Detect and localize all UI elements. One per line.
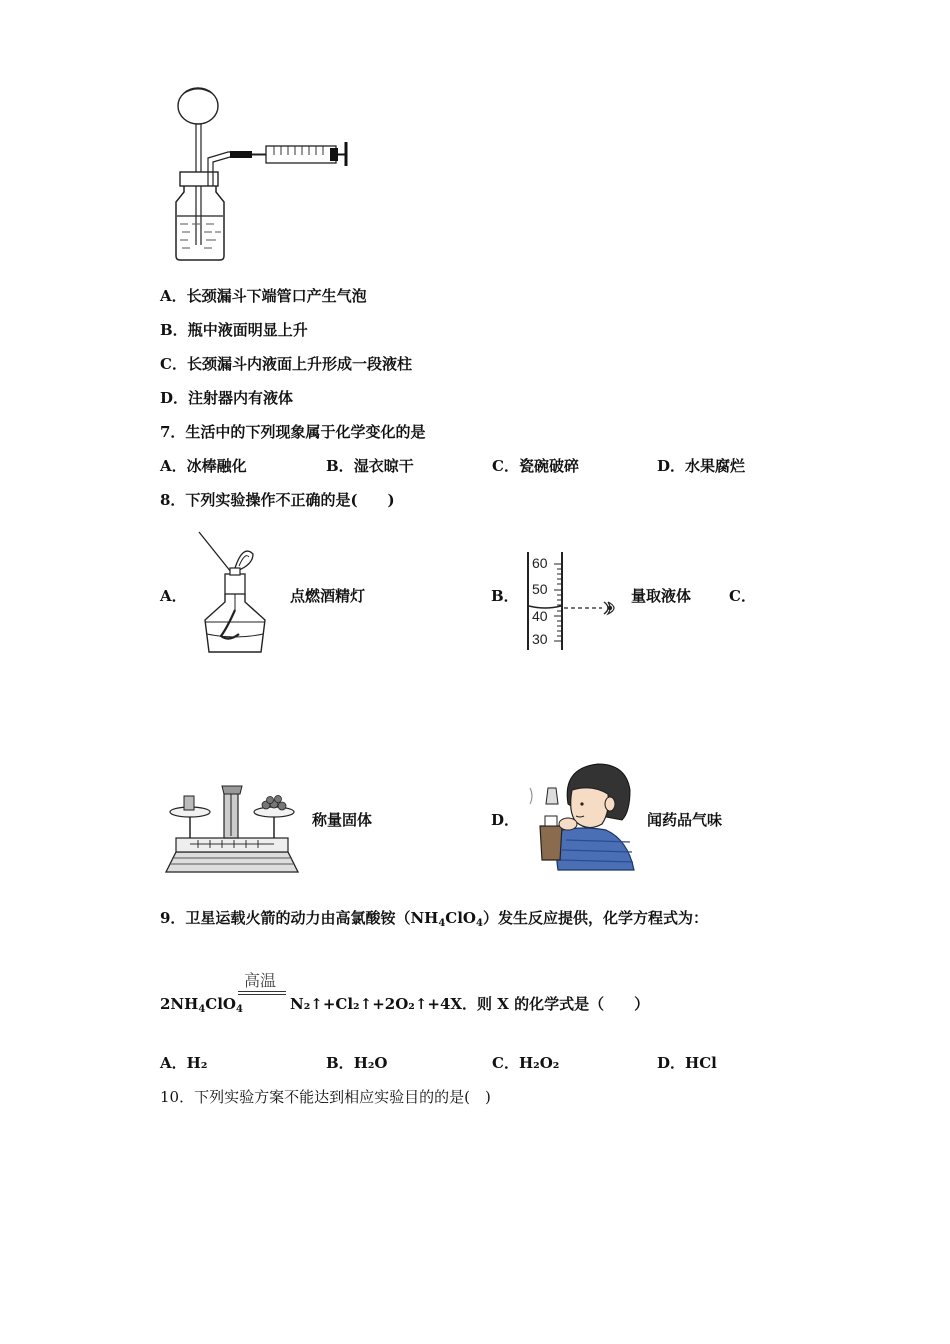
- q9-option-c: C．H₂O₂: [492, 1054, 560, 1072]
- q9-equation-arrow: [238, 991, 286, 995]
- q8-option-b-caption: 量取液体: [631, 587, 692, 605]
- q6-option-a: A．长颈漏斗下端管口产生气泡: [160, 287, 367, 305]
- q7-option-a: A．冰棒融化: [160, 457, 247, 475]
- smelling-chemical-figure: [522, 760, 637, 872]
- q9-stem: 9．卫星运载火箭的动力由高氯酸铵$(NH_4ClO_4)$发生反应提供，化学方程式为：: [160, 909, 708, 929]
- q7-stem: 7．生活中的下列现象属于化学变化的是: [160, 423, 426, 441]
- alcohol-lamp-figure: [195, 530, 275, 655]
- q6-option-d: D．注射器内有液体: [160, 389, 294, 407]
- q8-option-a-key: A．: [160, 587, 187, 605]
- q6-option-b: B．瓶中液面明显上升: [160, 321, 308, 339]
- q7-option-b: B．湿衣晾干: [326, 457, 414, 475]
- q9-equation-products: N₂↑+Cl₂↑+2O₂↑+4X．则 X 的化学式是（ ）: [290, 995, 650, 1013]
- q7-option-d: D．水果腐烂: [657, 457, 746, 475]
- graduated-cylinder-figure: [520, 550, 630, 652]
- apparatus-figure: [160, 80, 360, 265]
- balance-figure: [162, 780, 302, 875]
- q8-option-c-caption: 称量固体: [312, 811, 373, 829]
- cylinder-tick-40: 40: [532, 608, 548, 624]
- q8-stem: 8．下列实验操作不正确的是( ): [160, 491, 395, 509]
- q7-option-c: C．瓷碗破碎: [492, 457, 579, 475]
- q10-stem: 10．下列实验方案不能达到相应实验目的的是( ): [160, 1088, 491, 1106]
- q9-option-b: B．H₂O: [326, 1054, 388, 1072]
- q8-option-d-key: D．: [491, 811, 520, 829]
- cylinder-tick-60: 60: [532, 555, 548, 571]
- cylinder-tick-50: 50: [532, 581, 548, 597]
- q8-option-a-caption: 点燃酒精灯: [290, 587, 366, 605]
- q9-reaction-condition: 高温: [244, 971, 277, 990]
- q9-option-a: A．H₂: [160, 1054, 208, 1072]
- cylinder-tick-30: 30: [532, 631, 548, 647]
- q8-option-b-key: B．: [491, 587, 519, 605]
- q9-option-d: D．HCl: [657, 1054, 717, 1072]
- q6-option-c: C．长颈漏斗内液面上升形成一段液柱: [160, 355, 412, 373]
- q8-option-c-key: C．: [729, 587, 756, 605]
- q8-option-d-caption: 闻药品气味: [647, 811, 723, 829]
- q9-equation-reactants: $2NH_4ClO_4$: [160, 995, 243, 1015]
